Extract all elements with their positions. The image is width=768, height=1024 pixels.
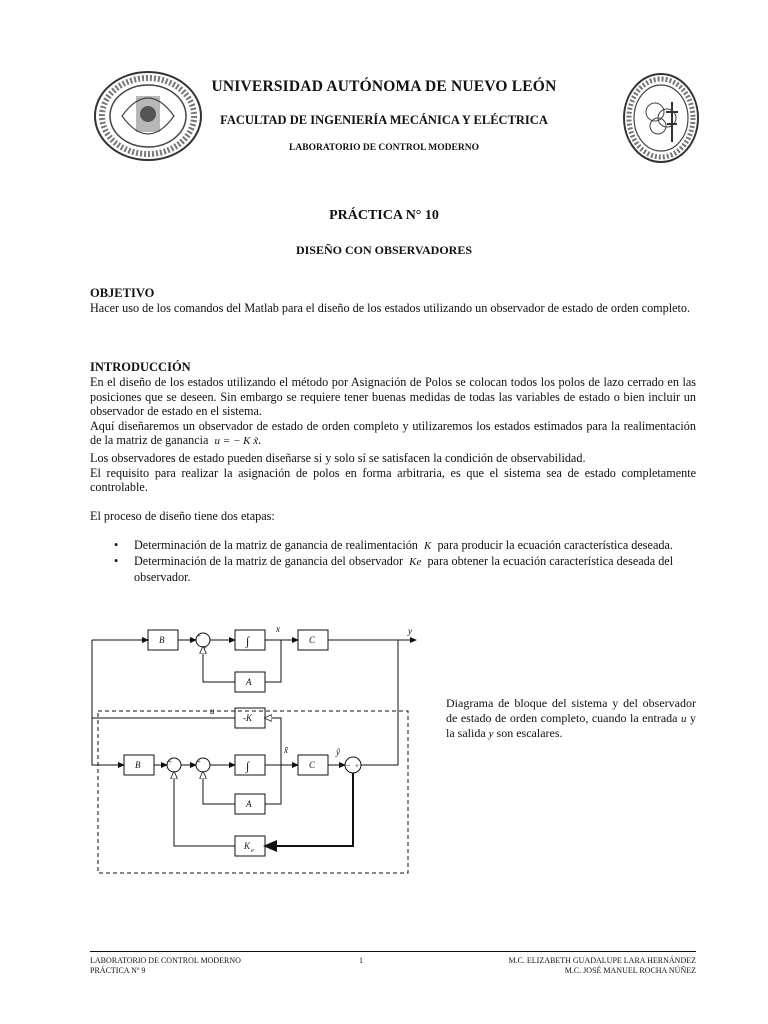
obs-block-c-label: C	[309, 760, 316, 770]
obs-block-b-label: B	[135, 760, 141, 770]
practice-title: PRÁCTICA N° 10	[329, 208, 439, 223]
footer-practice: PRÁCTICA Nº 9	[90, 966, 146, 975]
observer-block-diagram	[88, 618, 428, 878]
intro-p5: El proceso de diseño tiene dos etapas:	[90, 508, 275, 523]
design-steps-list	[90, 538, 696, 584]
introduccion-heading: INTRODUCCIÓN	[90, 360, 191, 374]
objetivo-text: Hacer uso de los comandos del Matlab para el diseño de los estados utilizando un observador de estado de orden completo.	[90, 301, 691, 315]
signal-u-label: u	[210, 706, 215, 716]
block-b-label: B	[159, 635, 165, 645]
list-item: • Determinación de la matriz de ganancia de realimentación K para producir la ecuación característica deseada.	[90, 538, 696, 554]
intro-p4: El requisito para realizar la asignación de polos en forma arbitraria, es que el sistema sea de estado completamente controlable.	[90, 465, 696, 495]
block-ke-label: K	[244, 841, 251, 851]
footer-author-2: M.C. JOSÉ MANUEL ROCHA NÚÑEZ	[564, 966, 696, 975]
footer-lab: LABORATORIO DE CONTROL MODERNO	[90, 956, 241, 965]
obs-sum-minus: −	[346, 761, 351, 770]
footer-author-1: M.C. ELIZABETH GUADALUPE LARA HERNÁNDEZ	[508, 956, 696, 965]
list-item: • Determinación de la matriz de ganancia del observador Ke para obtener la ecuación característica deseada del observador.	[90, 554, 696, 584]
signal-xt-label: x̃	[284, 745, 288, 755]
obs-block-a-label: A	[246, 799, 252, 809]
output-y-label: y	[408, 626, 412, 636]
faculty-name: FACULTAD DE INGENIERÍA MECÁNICA Y ELÉCTRICA	[220, 113, 548, 127]
objetivo-heading: OBJETIVO	[90, 286, 155, 300]
obs-sum-plus-2: +	[197, 758, 201, 766]
signal-yt-label: ỹ	[336, 747, 340, 757]
integrator-label: ∫	[246, 634, 250, 648]
page-number: 1	[359, 956, 363, 965]
intro-p1: En el diseño de los estados utilizando el método por Asignación de Polos se colocan todos los polos de lazo cerrado en las posiciones que se deseen. Sin embargo se requiere tener buenas medidas de todas las variables de estado o bien incluir un observador de estado en el sistema.	[90, 375, 696, 419]
sum-plus-1: +	[197, 632, 201, 640]
footer-left	[90, 956, 241, 976]
block-c-label: C	[309, 635, 316, 645]
obs-sum-plus-1: +	[168, 758, 172, 766]
university-name: UNIVERSIDAD AUTÓNOMA DE NUEVO LEÓN	[211, 78, 557, 95]
footer-right	[508, 956, 696, 976]
obs-sum-plus-3: +	[355, 762, 359, 770]
block-ke-subscript: e	[251, 848, 254, 854]
obs-integrator-label: ∫	[246, 759, 250, 773]
block-a-label: A	[246, 677, 252, 687]
lab-name: LABORATORIO DE CONTROL MODERNO	[289, 143, 479, 153]
practice-subtitle: DISEÑO CON OBSERVADORES	[295, 243, 473, 257]
intro-p3: Los observadores de estado pueden diseñarse si y solo sí se satisfacen la condición de observabilidad.	[90, 450, 586, 465]
diagram-caption: Diagrama de bloque del sistema y del observador de estado de orden completo, cuando la entrada u y la salida y son escalares.	[446, 696, 697, 741]
control-law: u = − K x̃	[214, 435, 259, 448]
signal-x-label: x	[276, 624, 280, 634]
sum-plus-2: +	[203, 644, 207, 652]
block-k-label: -K	[243, 713, 252, 723]
intro-p2: Aquí diseñaremos un observador de estado de orden completo y utilizaremos los estados estimados para la realimentación de la matriz de ganancia u = − K x̃.	[90, 418, 696, 448]
footer-divider	[90, 951, 696, 952]
